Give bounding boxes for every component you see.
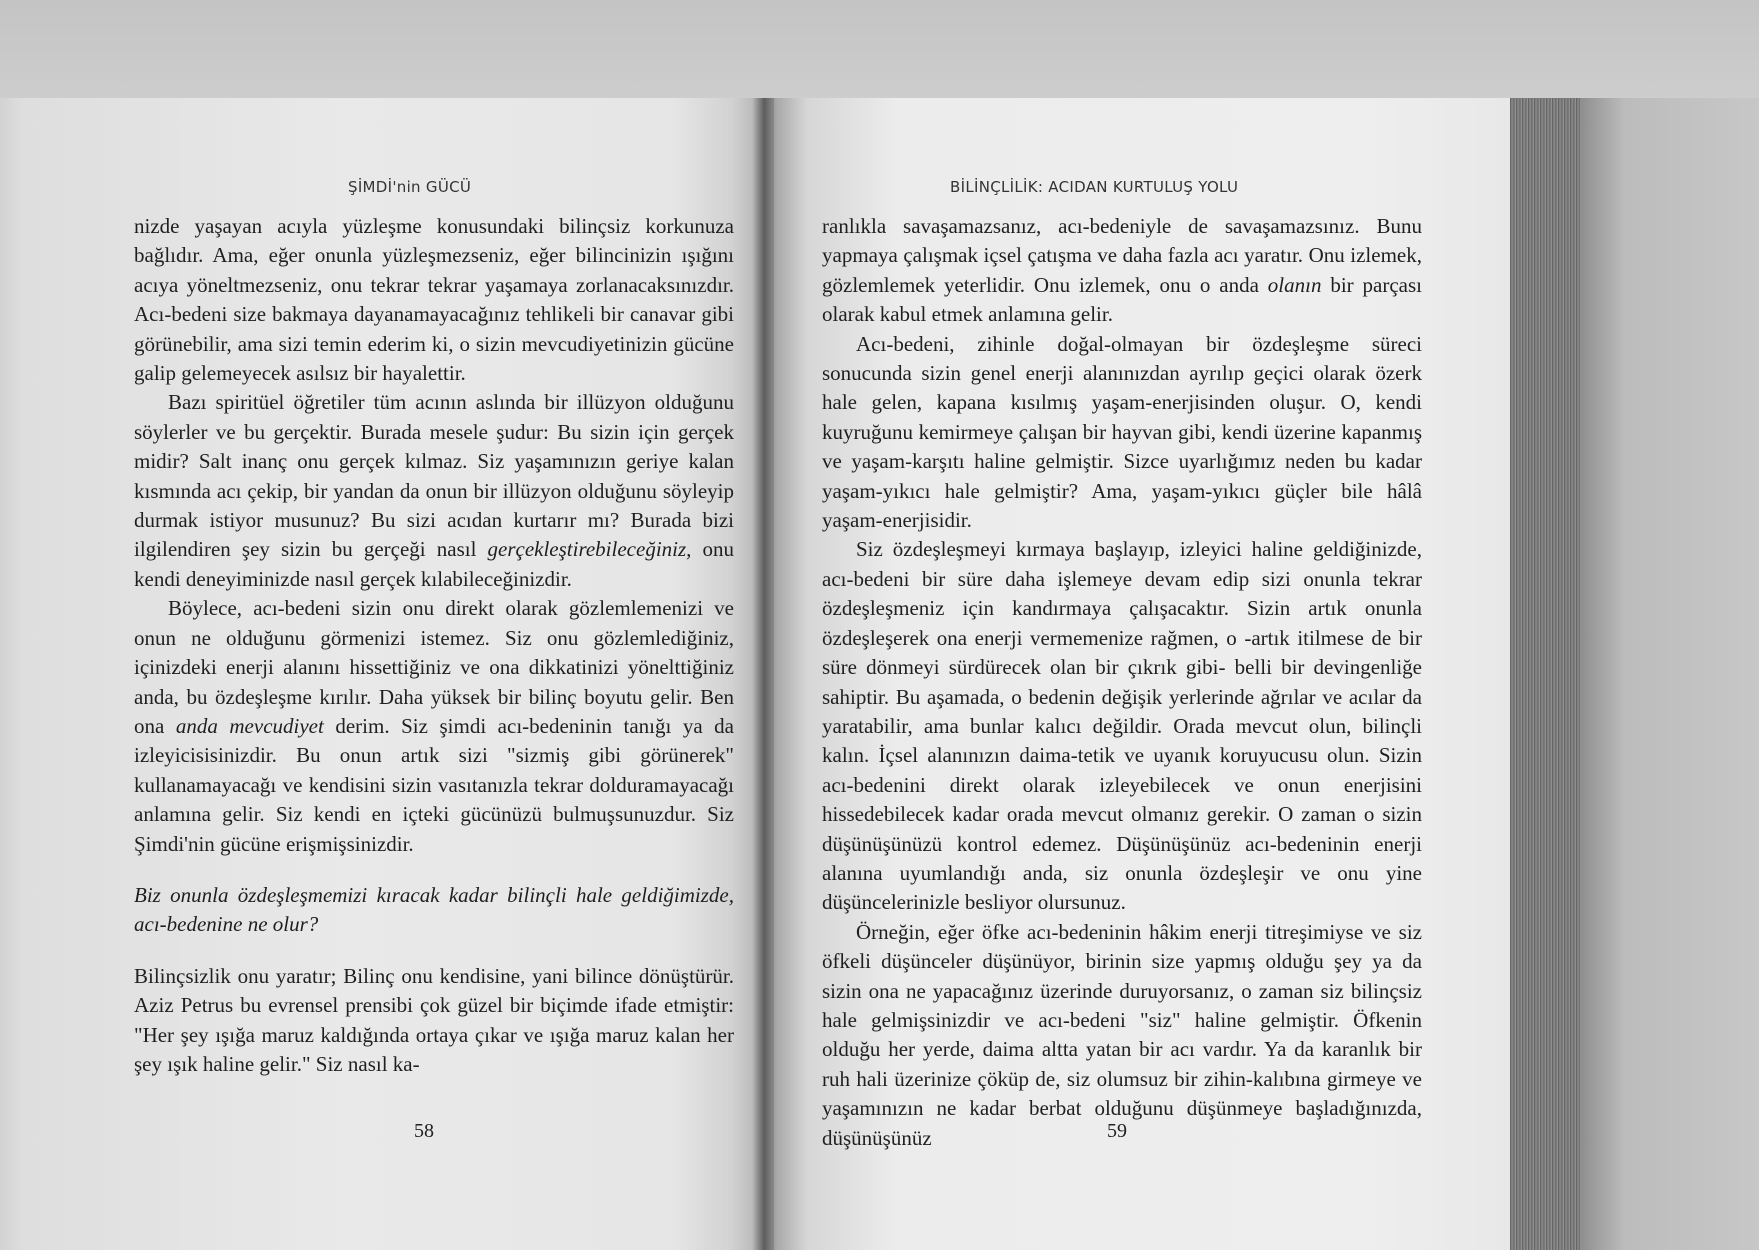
paragraph-text: Bazı spiritüel öğretiler tüm acının aslında bir illüzyon olduğunu söylerler ve bu gerçektir. Burada mesele şudur: Bu sizin için gerçek midir? Salt inanç onu gerçek kılmaz. Siz yaşamınızın geriye kalan kısmında acı çekip, bir yandan da onun bir illüzyon olduğunu söyleyip durmak istiyor musunuz? Bu sizi acıdan kurtarır mı? Burada bizi ilgilendiren şey sizin bu gerçeği nasıl — [134, 390, 734, 562]
book-gutter — [752, 98, 774, 1250]
paragraph-text: onu kendi deneyiminizde nasıl gerçek kılabileceğinizdir. — [134, 537, 735, 591]
paragraph — [134, 594, 734, 859]
paragraph — [822, 330, 1422, 536]
left-page-text — [134, 212, 734, 1079]
paragraph — [134, 388, 734, 594]
running-header-right: BİLİNÇLİLİK: ACIDAN KURTULUŞ YOLU — [950, 178, 1239, 196]
paragraph-text: Bilinçsizlik onu yaratır; Bilinç onu kendisine, yani bilince dönüştürür. Aziz Petrus bu evrensel prensibi çok güzel bir biçimde ifade etmiştir: "Her şey ışığa maruz kaldığında ortaya çıkar ve ışığa maruz kalan her şey ışık haline gelir." Siz nasıl ka- — [134, 963, 734, 1076]
left-page — [0, 98, 762, 1250]
paragraph-text: bir parçası olarak kabul etmek anlamına gelir. — [822, 272, 1423, 327]
right-page-text — [822, 212, 1422, 1153]
question-heading: Biz onunla özdeşleşmemizi kıracak kadar bilinçli hale geldiğimizde, acı-bedenine ne olur? — [134, 882, 734, 937]
scanner-background — [0, 0, 1759, 100]
paragraph-text: Böylece, acı-bedeni sizin onu direkt olarak gözlemlemenizi ve onun ne olduğunu görmenizi istemez. Siz onu gözlemlediğiniz, içinizdeki enerji alanını hissettiğiniz ve ona dikkatinizi yönelttiğiniz anda, bu özdeşleşme kırılır. Daha yüksek bir bilinç boyutu gelir. Ben ona — [134, 596, 734, 738]
paragraph — [822, 212, 1422, 330]
running-header-left: ŞİMDİ'nin GÜCÜ — [348, 178, 472, 196]
emphasis-text: gerçekleştirebileceğiniz, — [487, 537, 692, 562]
paragraph-text: ranlıkla savaşamazsanız, acı-bedeniyle de savaşamazsınız. Bunu yapmaya çalışmak içsel çatışma ve daha fazla acı yaratır. Onu izlemek, gözlemlemek yeterlidir. Onu izlemek, onu o anda — [822, 214, 1422, 297]
paragraph — [134, 962, 734, 1080]
paragraph — [822, 535, 1422, 917]
paragraph-text: Örneğin, eğer öfke acı-bedeninin hâkim enerji titreşimiyse ve siz öfkeli düşünceler düşünüyor, birinin size yapmış olduğu şey ya da sizin ona ne yapacağınız üzerinde duruyorsanız, o zaman siz bilinçsiz hale gelmişsinizdir ve acı-bedeni "siz" haline gelmiştir. Öfkenin olduğu her yerde, daima altta yatan bir acı vardır. Ya da karanlık bir ruh hali üzerinize çöküp de, siz olumsuz bir zihin-kalıbına girmeye ve yaşamınızın ne kadar berbat olduğunu düşünmeye başladığınızda, düşünüşünüz — [822, 919, 1422, 1150]
paragraph-text: Acı-bedeni, zihinle doğal-olmayan bir özdeşleşme süreci sonucunda sizin genel enerji alanınızdan ayrılıp geçici olarak özerk hale gelen, kapana kısılmış yaşam-enerjisinden oluşur. O, kendi kuyruğunu kemirmeye çalışan bir hayvan gibi, kendi üzerine kapanmış ve yaşam-karşıtı haline gelmiştir. Sizce uyarlığımız neden bu kadar yaşam-yıkıcı hale gelmiştir? Ama, yaşam-yıkıcı güçler bile hâlâ yaşam-enerjisidir. — [822, 331, 1422, 533]
book-spread — [0, 98, 1759, 1250]
paragraph-text: derim. Siz şimdi acı-bedeninin tanığı ya da izleyicisisinizdir. Bu onun artık sizi "sizmiş gibi görünerek" kullanamayacağı ve kendisini sizin vasıtanızla tekrar dolduramayacağı anlamına gelir. Siz kendi en içteki gücünüzü bulmuşsunuzdur. Siz Şimdi'nin gücüne erişmişsinizdir. — [134, 713, 734, 856]
page-number-left: 58 — [414, 1120, 434, 1142]
paragraph-text: Siz özdeşleşmeyi kırmaya başlayıp, izleyici haline geldiğinizde, acı-bedeni bir süre daha işlemeye devam edip sizi onunla tekrar özdeşleşmeniz için kandırmaya çalışacaktır. Sizin artık onunla özdeşleşerek ona enerji vermemenize rağmen, o -artık itilmese de bir süre dönmeyi sürdürecek olan bir çıkrık gibi- belli bir devingenliğe sahiptir. Bu aşamada, o bedenin değişik yerlerinde ağrılar ve acılar da yaratabilir, ama bunlar kalıcı değildir. Orada mevcut olun, bilinçli kalın. İçsel alanınızın daima-tetik ve uyanık koruyucusu olun. Sizin acı-bedenini direkt olarak izleyebilecek ve onun enerjisini hissedebilecek kadar orada mevcut olmanız gerekir. O zaman o sizin düşünüşünüzü kontrol edemez. Düşünüşünüz acı-bedeninin enerji alanına uyumlandığı anda, siz onunla özdeşleşir ve onu yine düşüncelerinizle besliyor olursunuz. — [822, 537, 1422, 915]
emphasis-text: olanın — [1267, 272, 1322, 297]
page-edges-shadow — [1580, 98, 1759, 1250]
paragraph — [134, 212, 734, 388]
emphasis-text: anda mevcudiyet — [175, 713, 324, 738]
page-edges — [1510, 98, 1580, 1250]
paragraph — [822, 918, 1422, 1153]
paragraph-text: nizde yaşayan acıyla yüzleşme konusundaki bilinçsiz korkunuza bağlıdır. Ama, eğer onunla yüzleşmezseniz, eğer bilincinizin ışığını acıya yöneltmezseniz, onu tekrar tekrar yaşamaya zorlanacaksınızdır. Acı-bedeni size bakmaya dayanamayacağınız tehlikeli bir canavar gibi görünebilir, ama sizi temin ederim ki, o sizin mevcudiyetinizin gücüne galip gelemeyecek asılsız bir hayalettir. — [134, 214, 734, 386]
right-page — [762, 98, 1510, 1250]
page-number-right: 59 — [1107, 1120, 1127, 1142]
